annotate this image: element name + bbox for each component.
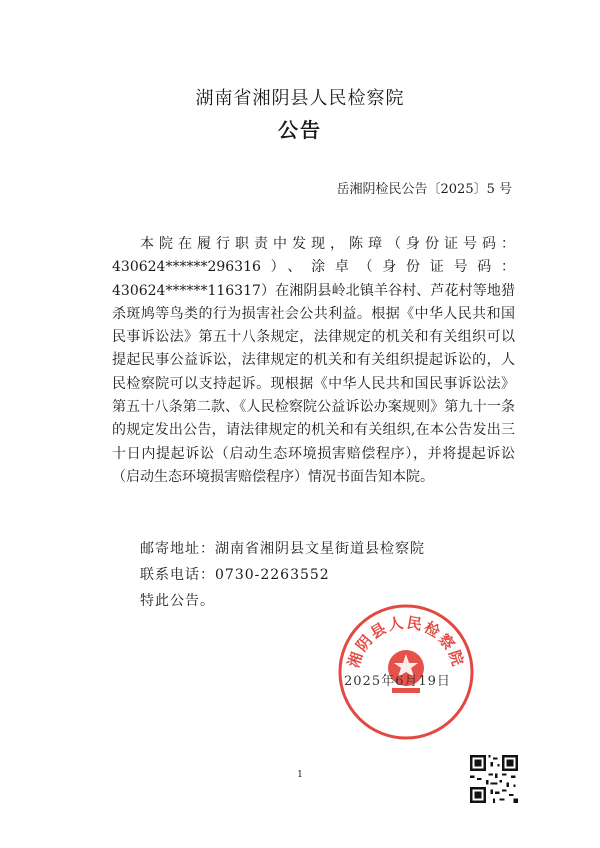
- qr-code-icon: [470, 755, 518, 803]
- seal-text: 湘阴县人民检察院: [344, 613, 468, 670]
- body-paragraph: 本院在履行职责中发现，陈璋（身份证号码：430624******296316）、涂卓（身份证号码：430624******116317）在湘阴县岭北镇羊谷村、芦花村等地猎杀斑鸠等鸟类的行为损害社会公共利益。根据《中华人民共和国民事诉讼法》第五十八条规定，法律规定的机关和有关组织可以提起民事公益诉讼，法律规定的机关和有关组织提起诉讼的，人民检察院可以支持起诉。现根据《中华人民共和国民事诉讼法》第五十八条第二款、《人民检察院公益诉讼办案规则》第九十一条的规定发出公告，请法律规定的机关和有关组织,在本公告发出三十日内提起诉讼（启动生态环境损害赔偿程序），并将提起诉讼（启动生态环境损害赔偿程序）情况书面告知本院。: [112, 236, 515, 485]
- document-number: 岳湘阴检民公告〔2025〕5 号: [336, 182, 512, 197]
- contact-phone: 联系电话：0730-2263552: [140, 567, 330, 583]
- issue-date: 2025年6月19日: [344, 674, 451, 689]
- issuing-organization: 湖南省湘阴县人民检察院: [195, 88, 405, 109]
- page-number: 1: [297, 770, 303, 780]
- mail-address: 邮寄地址：湖南省湘阴县文星街道县检察院: [140, 541, 425, 557]
- document-title: 公告: [278, 118, 322, 142]
- closing-statement: 特此公告。: [140, 593, 215, 609]
